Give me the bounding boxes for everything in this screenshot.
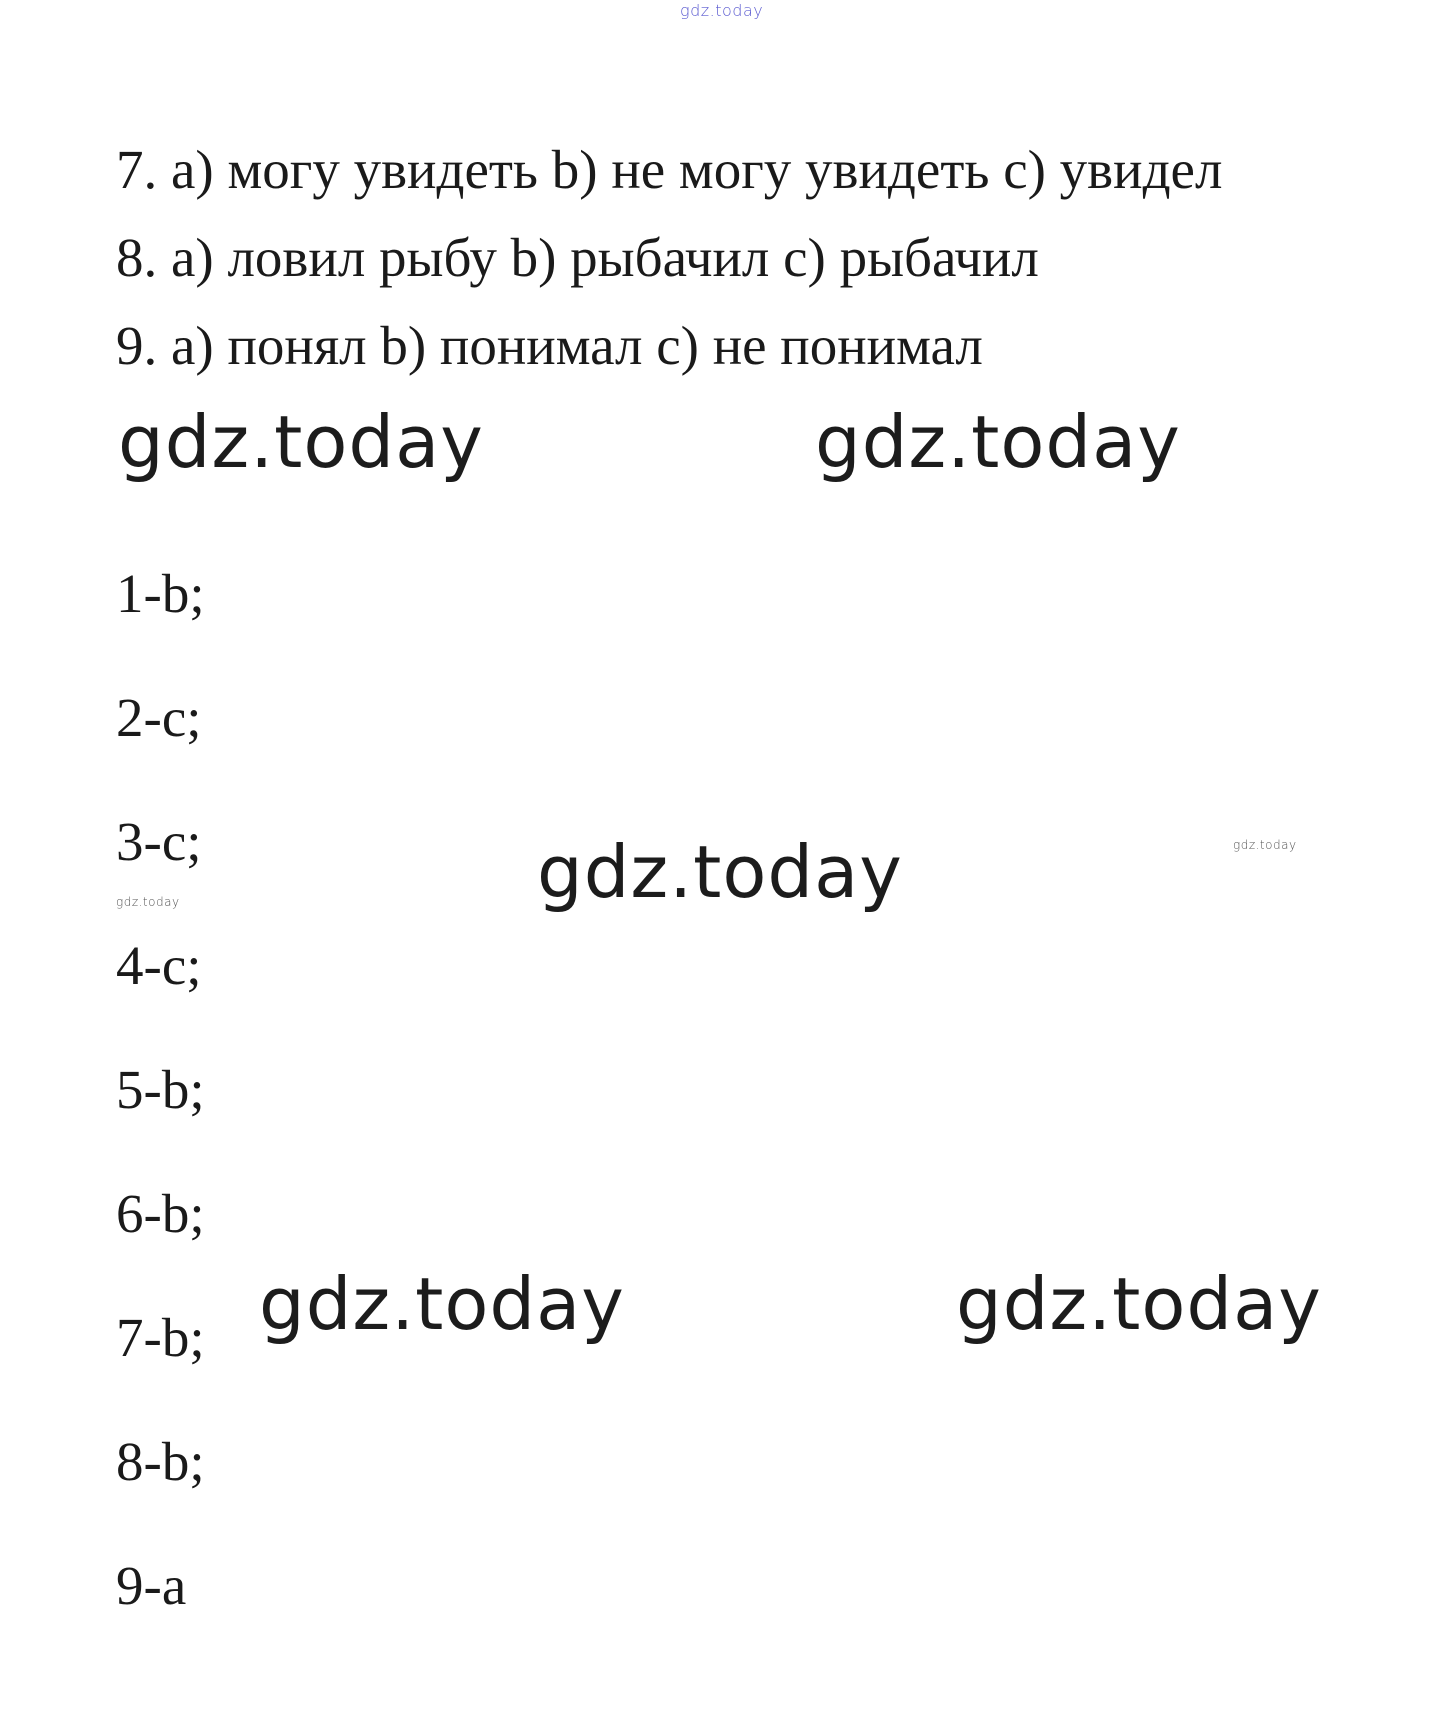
- answer-item-1: 1-b;: [116, 563, 205, 624]
- answer-item-5: 5-b;: [116, 1059, 205, 1120]
- answer-item-4: 4-c;: [116, 935, 202, 996]
- watermark-large-2: gdz.today: [815, 400, 1181, 484]
- answer-item-3: 3-c;: [116, 811, 202, 872]
- watermark-large-4: gdz.today: [259, 1262, 625, 1346]
- watermark-top: gdz.today: [680, 1, 764, 20]
- translation-line-8: 8. a) ловил рыбу b) рыбачил c) рыбачил: [116, 227, 1039, 288]
- watermark-small-1: gdz.today: [1233, 838, 1297, 852]
- watermark-large-1: gdz.today: [118, 400, 484, 484]
- answer-item-8: 8-b;: [116, 1431, 205, 1492]
- translation-line-7: 7. a) могу увидеть b) не могу увидеть c) увидел: [116, 139, 1223, 200]
- watermark-large-5: gdz.today: [956, 1262, 1322, 1346]
- watermark-small-2: gdz.today: [116, 895, 180, 909]
- answer-item-6: 6-b;: [116, 1183, 205, 1244]
- answer-item-7: 7-b;: [116, 1307, 205, 1368]
- translation-line-9: 9. a) понял b) понимал c) не понимал: [116, 315, 983, 376]
- answer-item-9: 9-a: [116, 1555, 187, 1616]
- watermark-large-3: gdz.today: [537, 830, 903, 914]
- answer-item-2: 2-c;: [116, 687, 202, 748]
